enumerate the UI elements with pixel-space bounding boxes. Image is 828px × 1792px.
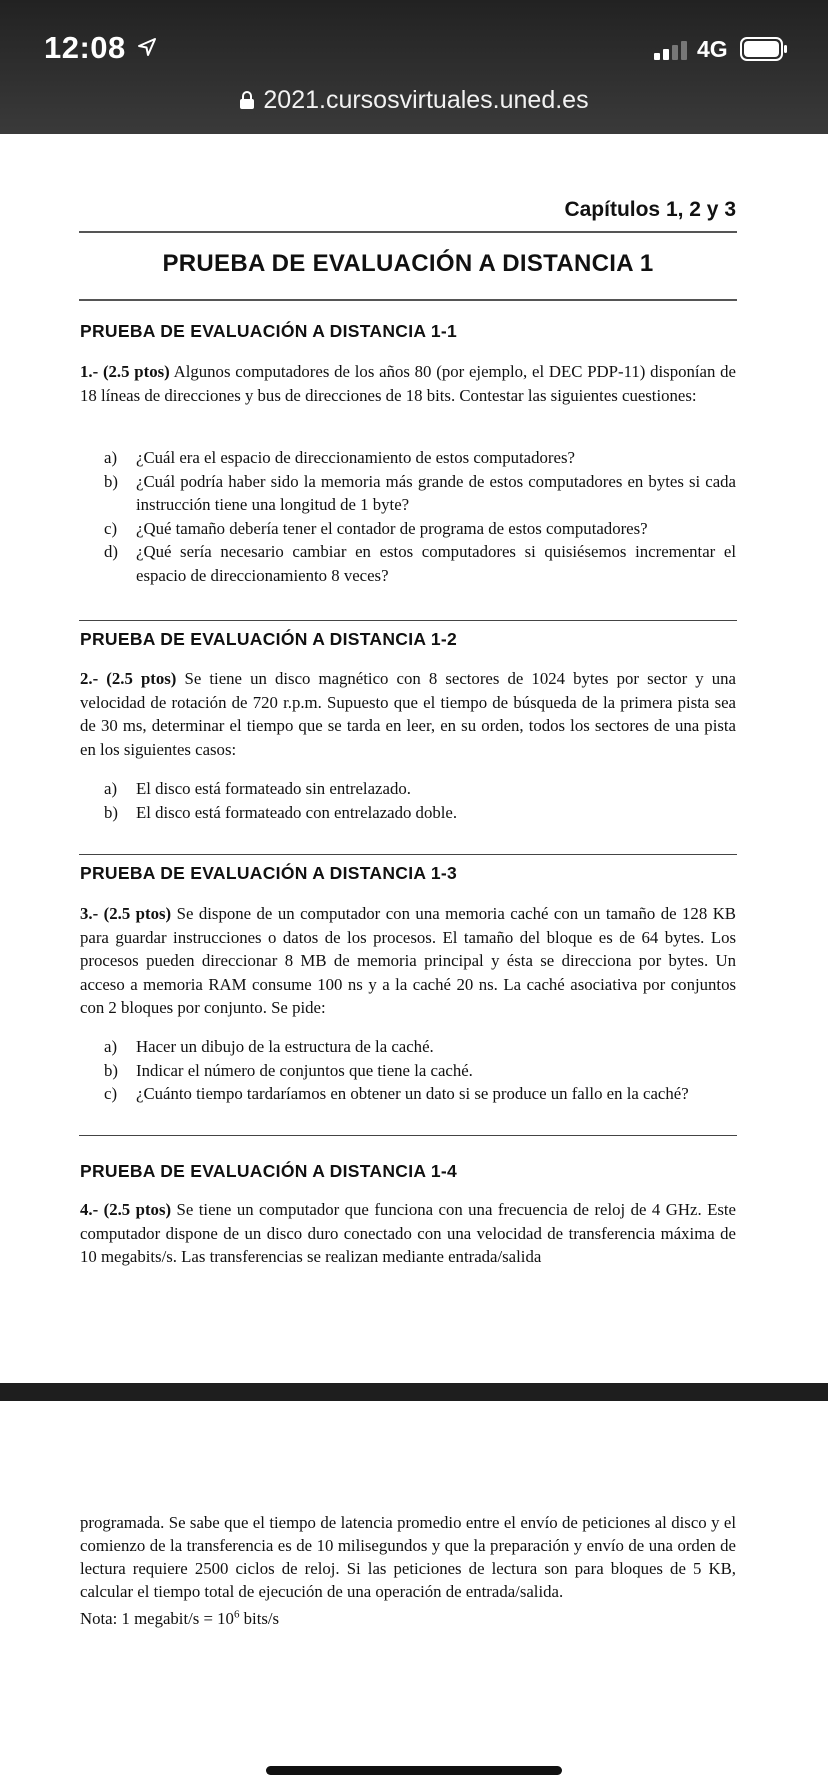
- question-2-items: [104, 777, 736, 824]
- document-title: PRUEBA DE EVALUACIÓN A DISTANCIA 1: [162, 250, 654, 277]
- list-item: [104, 470, 736, 517]
- question-text: Se tiene un computador que funciona con una frecuencia de reloj de 4 GHz. Este computador dispone de un disco duro conectado con una velocidad de transferencia máxima de 10 megabits/s. Las transferencias se realizan mediante entrada/salida: [80, 1200, 736, 1266]
- item-text: ¿Cuánto tiempo tardaríamos en obtener un dato si se produce un fallo en la caché?: [136, 1084, 689, 1103]
- question-1: [80, 360, 736, 407]
- item-label: c): [104, 518, 118, 538]
- question-label: 4.- (2.5 ptos): [80, 1200, 172, 1219]
- section-heading-1-2: PRUEBA DE EVALUACIÓN A DISTANCIA 1-2: [80, 629, 458, 649]
- divider: [79, 299, 737, 301]
- chapter-label: Capítulos 1, 2 y 3: [564, 198, 736, 221]
- item-label: a): [104, 1037, 118, 1056]
- list-item: [104, 1059, 736, 1083]
- list-item: [104, 540, 736, 587]
- question-1-items: [104, 446, 736, 587]
- battery-icon: [740, 36, 788, 67]
- divider: [79, 620, 737, 621]
- question-text: Algunos computadores de los años 80 (por ejemplo, el DEC PDP-11) disponían de 18 líneas de direcciones y bus de direcciones de 18 bits. Contestar las siguientes cuestiones:: [80, 362, 736, 405]
- question-label: 3.- (2.5 ptos): [80, 904, 172, 923]
- list-item: [104, 446, 736, 470]
- divider: [79, 854, 737, 855]
- item-text: ¿Cuál era el espacio de direccionamiento de estos computadores?: [136, 448, 575, 467]
- divider: [79, 231, 737, 233]
- item-label: a): [104, 448, 118, 467]
- question-label: 1.- (2.5 ptos): [80, 362, 170, 381]
- list-item: [104, 777, 736, 801]
- signal-bars-icon: [654, 40, 690, 65]
- list-item: [104, 1035, 736, 1059]
- question-text: Se dispone de un computador con una memoria caché con un tamaño de 128 KB para guardar instrucciones o datos de los procesos. El tamaño del bloque es de 64 bytes. Los procesos pueden direccionar 8 MB de memoria principal y ésta se direcciona por bytes. Un acceso a memoria RAM consume 100 ns y a la caché 20 ns. La caché asociativa por conjuntos con 2 bloques por conjunto. Se pide:: [80, 904, 737, 1017]
- item-text: ¿Cuál podría haber sido la memoria más grande de estos computadores en bytes si cada instrucción tiene una longitud de 1 byte?: [136, 471, 736, 514]
- item-label: a): [104, 779, 118, 798]
- question-4-continuation: [80, 1511, 736, 1630]
- item-label: b): [104, 471, 118, 491]
- question-3-items: [104, 1035, 736, 1106]
- section-heading-1-1: PRUEBA DE EVALUACIÓN A DISTANCIA 1-1: [80, 321, 458, 341]
- item-text: El disco está formateado con entrelazado doble.: [136, 802, 458, 822]
- item-label: c): [104, 1084, 118, 1103]
- item-label: b): [104, 802, 118, 822]
- document-page-2: [0, 1401, 828, 1792]
- item-text: ¿Qué sería necesario cambiar en estos computadores si quisiésemos incrementar el espacio de direccionamiento 8 veces?: [136, 542, 736, 585]
- question-2: [80, 667, 736, 761]
- note-text: Nota: 1 megabit/s = $10^6$ bits/s: [80, 1608, 280, 1628]
- question-label: 2.- (2.5 ptos): [80, 669, 177, 688]
- item-text: El disco está formateado sin entrelazado.: [136, 779, 411, 798]
- item-text: Indicar el número de conjuntos que tiene la caché.: [136, 1060, 473, 1080]
- url-text: 2021.cursosvirtuales.uned.es: [263, 86, 589, 114]
- list-item: [104, 1082, 736, 1106]
- page-break-band: [0, 1383, 828, 1401]
- home-indicator[interactable]: [266, 1766, 562, 1775]
- list-item: [104, 517, 736, 541]
- divider: [79, 1135, 737, 1136]
- address-bar[interactable]: [0, 86, 828, 117]
- section-heading-1-3: PRUEBA DE EVALUACIÓN A DISTANCIA 1-3: [80, 863, 458, 883]
- item-label: b): [104, 1060, 118, 1080]
- section-heading-1-4: PRUEBA DE EVALUACIÓN A DISTANCIA 1-4: [80, 1161, 458, 1181]
- question-text: Se tiene un disco magnético con 8 sectores de 1024 bytes por sector y una velocidad de rotación de 720 r.p.m. Supuesto que el tiempo de búsqueda de la primera pista sea de 30 ms, determinar el tiempo que se tarda en leer, en su orden, todos los sectores de una pista en los siguientes casos:: [80, 669, 737, 759]
- item-text: Hacer un dibujo de la estructura de la caché.: [136, 1037, 434, 1056]
- question-4: [80, 1198, 736, 1269]
- continuation-text: programada. Se sabe que el tiempo de latencia promedio entre el envío de peticiones al disco y el comienzo de la transferencia es de 10 milisegundos y que la preparación y envío de una orden de lectura requiere 2500 ciclos de reloj. Si las peticiones de lectura son para bloques de 5 KB, calcular el tiempo total de ejecución de una operación de entrada/salida.: [80, 1513, 736, 1601]
- document-page: [0, 134, 828, 1383]
- list-item: [104, 801, 736, 825]
- status-time: 12:08: [44, 30, 126, 65]
- browser-top-bar: [0, 0, 828, 134]
- question-3: [80, 902, 736, 1020]
- network-type: 4G: [697, 36, 728, 62]
- item-text: ¿Qué tamaño debería tener el contador de programa de estos computadores?: [136, 518, 648, 538]
- lock-icon: [239, 88, 255, 117]
- item-label: d): [104, 542, 118, 561]
- location-arrow-icon: [137, 37, 157, 62]
